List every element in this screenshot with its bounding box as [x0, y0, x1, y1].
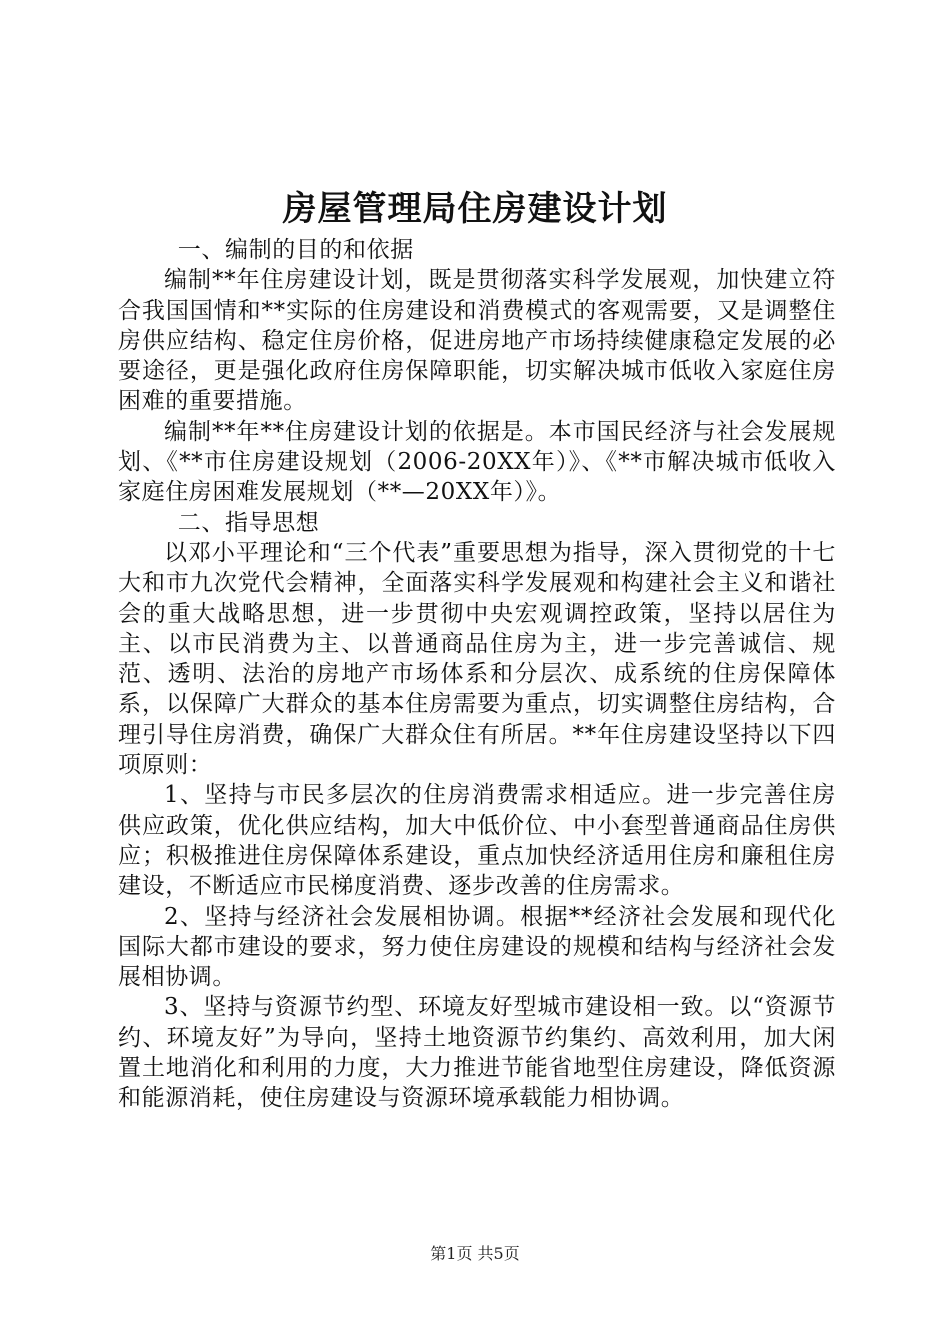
section-heading: 二、指导思想	[177, 509, 320, 536]
body-paragraph: 编制**年**住房建设计划的依据是。本市国民经济与社会发展规划、《**市住房建设规划（2006-20XX年）》、《**市解决城市低收入家庭住房困难发展规划（**—20XX年）》。	[118, 418, 836, 506]
body-paragraph: 1、坚持与市民多层次的住房消费需求相适应。进一步完善住房供应政策，优化供应结构，加大中低价位、中小套型普通商品住房供应；积极推进住房保障体系建设，重点加快经济适用住房和廉租住房建设，不断适应市民梯度消费、逐步改善的住房需求。	[118, 782, 836, 900]
body-paragraph: 编制**年住房建设计划，既是贯彻落实科学发展观，加快建立符合我国国情和**实际的住房建设和消费模式的客观需要，又是调整住房供应结构、稳定住房价格，促进房地产市场持续健康稳定发展的必要途径，更是强化政府住房保障职能，切实解决城市低收入家庭住房困难的重要措施。	[118, 267, 836, 415]
body-paragraph: 以邓小平理论和“三个代表”重要思想为指导，深入贯彻党的十七大和市九次党代会精神，全面落实科学发展观和构建社会主义和谐社会的重大战略思想，进一步贯彻中央宏观调控政策，坚持以居住为主、以市民消费为主、以普通商品住房为主，进一步完善诚信、规范、透明、法治的房地产市场体系和分层次、成系统的住房保障体系，以保障广大群众的基本住房需要为重点，切实调整住房结构，合理引导住房消费，确保广大群众住有所居。**年住房建设坚持以下四项原则：	[118, 539, 836, 779]
page-number-footer: 第1页 共5页	[430, 1244, 520, 1263]
document-title: 房屋管理局住房建设计划	[282, 189, 668, 229]
body-paragraph: 2、坚持与经济社会发展相协调。根据**经济社会发展和现代化国际大都市建设的要求，努力使住房建设的规模和结构与经济社会发展相协调。	[118, 903, 836, 991]
document-body	[118, 235, 836, 1114]
section-heading: 一、编制的目的和依据	[177, 237, 414, 263]
body-paragraph: 3、坚持与资源节约型、环境友好型城市建设相一致。以“资源节约、环境友好”为导向，坚持土地资源节约集约、高效利用，加大闲置土地消化和利用的力度，大力推进节能省地型住房建设，降低资源和能源消耗，使住房建设与资源环境承载能力相协调。	[118, 994, 836, 1112]
